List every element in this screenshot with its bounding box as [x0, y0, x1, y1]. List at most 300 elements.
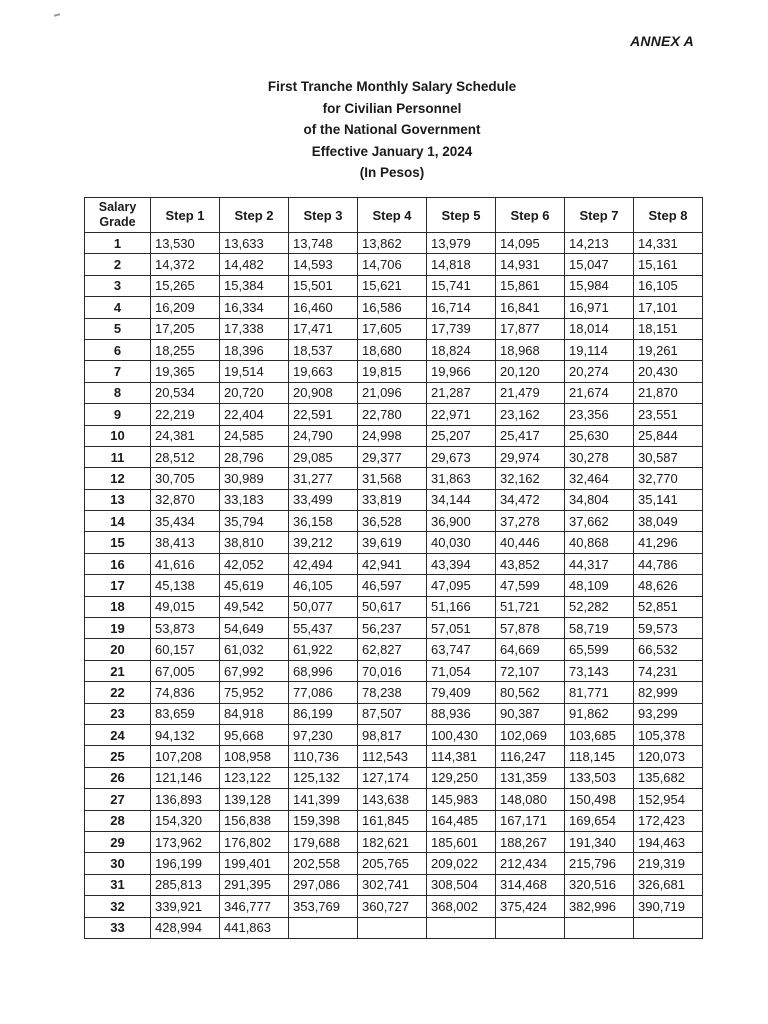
salary-cell-step-1: 19,365 [151, 361, 220, 382]
salary-cell-step-1: 45,138 [151, 575, 220, 596]
salary-cell-step-7: 73,143 [565, 660, 634, 681]
salary-cell-step-8: 21,870 [634, 382, 703, 403]
salary-cell-step-6: 23,162 [496, 404, 565, 425]
salary-cell-step-4: 18,680 [358, 339, 427, 360]
salary-cell-step-7: 14,213 [565, 233, 634, 254]
salary-cell-step-6: 167,171 [496, 810, 565, 831]
salary-cell-step-1: 67,005 [151, 660, 220, 681]
salary-cell-step-2: 42,052 [220, 553, 289, 574]
scan-speck [54, 13, 60, 16]
salary-cell-step-4: 56,237 [358, 618, 427, 639]
salary-cell-step-5: 79,409 [427, 682, 496, 703]
salary-cell-step-7: 20,274 [565, 361, 634, 382]
table-row [85, 810, 703, 831]
salary-cell-step-1: 38,413 [151, 532, 220, 553]
salary-cell-step-1: 24,381 [151, 425, 220, 446]
salary-cell-step-4: 302,741 [358, 874, 427, 895]
salary-cell-step-2: 24,585 [220, 425, 289, 446]
salary-cell-step-4: 31,568 [358, 468, 427, 489]
table-row [85, 318, 703, 339]
salary-cell-step-2: 14,482 [220, 254, 289, 275]
table-row [85, 233, 703, 254]
salary-cell-step-3: 15,501 [289, 275, 358, 296]
salary-cell-step-3: 141,399 [289, 789, 358, 810]
table-row [85, 831, 703, 852]
salary-cell-step-3: 77,086 [289, 682, 358, 703]
salary-grade-cell: 14 [85, 511, 151, 532]
salary-cell-step-2: 199,401 [220, 853, 289, 874]
table-row [85, 639, 703, 660]
salary-cell-step-8: 15,161 [634, 254, 703, 275]
salary-cell-step-5: 145,983 [427, 789, 496, 810]
salary-cell-step-6: 14,931 [496, 254, 565, 275]
salary-cell-step-5: 368,002 [427, 896, 496, 917]
step-1-header: Step 1 [151, 198, 220, 233]
salary-cell-step-1: 35,434 [151, 511, 220, 532]
salary-cell-step-7: 191,340 [565, 831, 634, 852]
table-row [85, 382, 703, 403]
salary-cell-step-6: 17,877 [496, 318, 565, 339]
salary-cell-step-4: 42,941 [358, 553, 427, 574]
step-6-header: Step 6 [496, 198, 565, 233]
salary-cell-step-1: 13,530 [151, 233, 220, 254]
salary-cell-step-6: 51,721 [496, 596, 565, 617]
salary-cell-step-4: 29,377 [358, 446, 427, 467]
table-row [85, 896, 703, 917]
salary-cell-step-2: 15,384 [220, 275, 289, 296]
salary-cell-step-3: 55,437 [289, 618, 358, 639]
salary-grade-cell: 15 [85, 532, 151, 553]
salary-cell-step-8: 41,296 [634, 532, 703, 553]
salary-cell-step-8: 194,463 [634, 831, 703, 852]
salary-cell-step-5: 185,601 [427, 831, 496, 852]
salary-cell-step-1: 49,015 [151, 596, 220, 617]
table-row [85, 767, 703, 788]
salary-cell-step-4: 70,016 [358, 660, 427, 681]
salary-cell-step-3: 39,212 [289, 532, 358, 553]
salary-grade-cell: 17 [85, 575, 151, 596]
salary-grade-cell: 18 [85, 596, 151, 617]
table-row [85, 682, 703, 703]
salary-cell-step-4: 13,862 [358, 233, 427, 254]
salary-cell-step-1: 32,870 [151, 489, 220, 510]
salary-cell-step-5: 114,381 [427, 746, 496, 767]
salary-cell-step-5: 129,250 [427, 767, 496, 788]
salary-cell-step-3: 29,085 [289, 446, 358, 467]
table-row [85, 596, 703, 617]
salary-cell-step-2: 28,796 [220, 446, 289, 467]
salary-cell-step-4: 46,597 [358, 575, 427, 596]
step-2-header: Step 2 [220, 198, 289, 233]
salary-grade-cell: 33 [85, 917, 151, 938]
salary-cell-step-2: 16,334 [220, 297, 289, 318]
salary-cell-step-8: 17,101 [634, 297, 703, 318]
salary-cell-step-6: 21,479 [496, 382, 565, 403]
salary-cell-step-5: 57,051 [427, 618, 496, 639]
salary-cell-step-6: 40,446 [496, 532, 565, 553]
table-row [85, 553, 703, 574]
salary-cell-step-1: 20,534 [151, 382, 220, 403]
salary-grade-cell: 28 [85, 810, 151, 831]
salary-cell-step-5: 15,741 [427, 275, 496, 296]
salary-cell-step-7: 81,771 [565, 682, 634, 703]
salary-cell-step-2: 176,802 [220, 831, 289, 852]
salary-cell-step-4: 14,706 [358, 254, 427, 275]
salary-cell-step-2: 19,514 [220, 361, 289, 382]
table-row [85, 468, 703, 489]
salary-cell-step-3: 17,471 [289, 318, 358, 339]
salary-cell-step-3: 13,748 [289, 233, 358, 254]
salary-grade-cell: 6 [85, 339, 151, 360]
salary-grade-header-line-2: Grade [99, 215, 136, 229]
salary-cell-step-5 [427, 917, 496, 938]
salary-cell-step-7: 118,145 [565, 746, 634, 767]
salary-cell-step-8: 120,073 [634, 746, 703, 767]
salary-cell-step-4: 182,621 [358, 831, 427, 852]
salary-cell-step-6: 212,434 [496, 853, 565, 874]
salary-cell-step-6: 32,162 [496, 468, 565, 489]
title-line-4: Effective January 1, 2024 [311, 143, 473, 159]
salary-cell-step-3: 97,230 [289, 724, 358, 745]
salary-cell-step-3: 20,908 [289, 382, 358, 403]
salary-cell-step-6: 43,852 [496, 553, 565, 574]
salary-cell-step-5: 47,095 [427, 575, 496, 596]
table-row [85, 446, 703, 467]
table-row [85, 361, 703, 382]
salary-cell-step-8: 30,587 [634, 446, 703, 467]
salary-cell-step-3: 16,460 [289, 297, 358, 318]
salary-cell-step-6: 314,468 [496, 874, 565, 895]
salary-cell-step-1: 60,157 [151, 639, 220, 660]
salary-cell-step-2: 346,777 [220, 896, 289, 917]
salary-table-body [85, 233, 703, 939]
salary-schedule-table-wrapper [84, 197, 703, 939]
salary-cell-step-5: 100,430 [427, 724, 496, 745]
salary-cell-step-6: 14,095 [496, 233, 565, 254]
salary-cell-step-8 [634, 917, 703, 938]
table-row [85, 789, 703, 810]
salary-cell-step-2: 441,863 [220, 917, 289, 938]
salary-cell-step-4: 15,621 [358, 275, 427, 296]
salary-cell-step-5: 31,863 [427, 468, 496, 489]
salary-cell-step-2: 22,404 [220, 404, 289, 425]
table-row [85, 532, 703, 553]
salary-grade-cell: 27 [85, 789, 151, 810]
salary-cell-step-1: 22,219 [151, 404, 220, 425]
salary-cell-step-8: 25,844 [634, 425, 703, 446]
salary-cell-step-5: 14,818 [427, 254, 496, 275]
salary-cell-step-6: 102,069 [496, 724, 565, 745]
salary-cell-step-3: 31,277 [289, 468, 358, 489]
salary-grade-cell: 30 [85, 853, 151, 874]
salary-cell-step-6: 131,359 [496, 767, 565, 788]
table-row [85, 425, 703, 446]
salary-cell-step-7: 25,630 [565, 425, 634, 446]
salary-cell-step-7: 32,464 [565, 468, 634, 489]
salary-cell-step-7: 48,109 [565, 575, 634, 596]
salary-cell-step-1: 121,146 [151, 767, 220, 788]
salary-cell-step-5: 63,747 [427, 639, 496, 660]
salary-cell-step-2: 38,810 [220, 532, 289, 553]
salary-cell-step-4: 33,819 [358, 489, 427, 510]
salary-cell-step-3: 46,105 [289, 575, 358, 596]
salary-cell-step-7: 15,984 [565, 275, 634, 296]
salary-cell-step-6: 34,472 [496, 489, 565, 510]
salary-cell-step-5: 29,673 [427, 446, 496, 467]
salary-cell-step-8: 35,141 [634, 489, 703, 510]
salary-cell-step-4: 98,817 [358, 724, 427, 745]
salary-cell-step-4: 127,174 [358, 767, 427, 788]
salary-cell-step-7: 382,996 [565, 896, 634, 917]
salary-cell-step-8: 74,231 [634, 660, 703, 681]
salary-cell-step-4: 62,827 [358, 639, 427, 660]
salary-cell-step-7: 34,804 [565, 489, 634, 510]
table-row [85, 575, 703, 596]
salary-cell-step-2: 95,668 [220, 724, 289, 745]
salary-cell-step-1: 16,209 [151, 297, 220, 318]
salary-cell-step-5: 308,504 [427, 874, 496, 895]
salary-cell-step-3: 36,158 [289, 511, 358, 532]
salary-cell-step-1: 28,512 [151, 446, 220, 467]
table-row [85, 404, 703, 425]
table-row [85, 746, 703, 767]
salary-cell-step-1: 17,205 [151, 318, 220, 339]
salary-cell-step-7: 37,662 [565, 511, 634, 532]
table-row [85, 275, 703, 296]
salary-cell-step-7: 19,114 [565, 339, 634, 360]
salary-cell-step-3: 18,537 [289, 339, 358, 360]
table-row [85, 618, 703, 639]
salary-cell-step-2: 13,633 [220, 233, 289, 254]
salary-cell-step-7: 23,356 [565, 404, 634, 425]
salary-cell-step-2: 108,958 [220, 746, 289, 767]
salary-grade-cell: 3 [85, 275, 151, 296]
salary-cell-step-5: 18,824 [427, 339, 496, 360]
salary-cell-step-7: 133,503 [565, 767, 634, 788]
salary-cell-step-8: 93,299 [634, 703, 703, 724]
salary-cell-step-4: 143,638 [358, 789, 427, 810]
table-row [85, 254, 703, 275]
salary-grade-cell: 12 [85, 468, 151, 489]
salary-cell-step-5: 40,030 [427, 532, 496, 553]
salary-cell-step-2: 61,032 [220, 639, 289, 660]
salary-cell-step-1: 107,208 [151, 746, 220, 767]
salary-cell-step-6: 57,878 [496, 618, 565, 639]
salary-cell-step-5: 164,485 [427, 810, 496, 831]
salary-cell-step-8: 19,261 [634, 339, 703, 360]
salary-cell-step-8: 172,423 [634, 810, 703, 831]
salary-cell-step-4: 78,238 [358, 682, 427, 703]
salary-grade-cell: 7 [85, 361, 151, 382]
salary-cell-step-3: 125,132 [289, 767, 358, 788]
salary-cell-step-6: 80,562 [496, 682, 565, 703]
salary-cell-step-8: 152,954 [634, 789, 703, 810]
salary-cell-step-5: 71,054 [427, 660, 496, 681]
salary-cell-step-3: 42,494 [289, 553, 358, 574]
table-row [85, 853, 703, 874]
salary-cell-step-8: 390,719 [634, 896, 703, 917]
salary-cell-step-1: 18,255 [151, 339, 220, 360]
salary-cell-step-2: 45,619 [220, 575, 289, 596]
salary-cell-step-1: 14,372 [151, 254, 220, 275]
salary-cell-step-5: 36,900 [427, 511, 496, 532]
salary-grade-cell: 8 [85, 382, 151, 403]
salary-grade-cell: 23 [85, 703, 151, 724]
title-line-2: for Civilian Personnel [322, 100, 462, 116]
salary-cell-step-8: 59,573 [634, 618, 703, 639]
salary-cell-step-3: 179,688 [289, 831, 358, 852]
salary-grade-cell: 1 [85, 233, 151, 254]
salary-cell-step-3: 110,736 [289, 746, 358, 767]
salary-cell-step-7: 150,498 [565, 789, 634, 810]
salary-cell-step-7: 58,719 [565, 618, 634, 639]
step-5-header: Step 5 [427, 198, 496, 233]
salary-cell-step-8: 23,551 [634, 404, 703, 425]
salary-cell-step-8: 66,532 [634, 639, 703, 660]
salary-grade-cell: 16 [85, 553, 151, 574]
salary-cell-step-3: 159,398 [289, 810, 358, 831]
salary-cell-step-3: 202,558 [289, 853, 358, 874]
salary-cell-step-7: 30,278 [565, 446, 634, 467]
salary-cell-step-2: 84,918 [220, 703, 289, 724]
salary-cell-step-5: 13,979 [427, 233, 496, 254]
salary-cell-step-2: 156,838 [220, 810, 289, 831]
salary-cell-step-6: 375,424 [496, 896, 565, 917]
salary-cell-step-6 [496, 917, 565, 938]
salary-cell-step-1: 136,893 [151, 789, 220, 810]
salary-cell-step-2: 123,122 [220, 767, 289, 788]
annex-label: ANNEX A [630, 33, 694, 49]
salary-cell-step-1: 339,921 [151, 896, 220, 917]
salary-cell-step-4: 24,998 [358, 425, 427, 446]
salary-grade-cell: 5 [85, 318, 151, 339]
salary-grade-cell: 10 [85, 425, 151, 446]
salary-cell-step-1: 94,132 [151, 724, 220, 745]
salary-cell-step-2: 291,395 [220, 874, 289, 895]
salary-cell-step-3: 86,199 [289, 703, 358, 724]
salary-cell-step-5: 22,971 [427, 404, 496, 425]
salary-cell-step-8: 135,682 [634, 767, 703, 788]
salary-cell-step-7: 52,282 [565, 596, 634, 617]
salary-cell-step-3: 24,790 [289, 425, 358, 446]
table-row [85, 489, 703, 510]
salary-cell-step-8: 105,378 [634, 724, 703, 745]
salary-cell-step-6: 72,107 [496, 660, 565, 681]
salary-cell-step-4: 161,845 [358, 810, 427, 831]
salary-cell-step-7: 320,516 [565, 874, 634, 895]
salary-cell-step-3: 50,077 [289, 596, 358, 617]
salary-grade-cell: 22 [85, 682, 151, 703]
salary-cell-step-7: 169,654 [565, 810, 634, 831]
salary-cell-step-1: 83,659 [151, 703, 220, 724]
salary-cell-step-6: 47,599 [496, 575, 565, 596]
title-line-1: First Tranche Monthly Salary Schedule [267, 79, 517, 94]
salary-cell-step-6: 64,669 [496, 639, 565, 660]
salary-cell-step-8: 326,681 [634, 874, 703, 895]
salary-cell-step-4: 21,096 [358, 382, 427, 403]
salary-cell-step-7: 65,599 [565, 639, 634, 660]
salary-grade-cell: 31 [85, 874, 151, 895]
salary-cell-step-6: 29,974 [496, 446, 565, 467]
salary-cell-step-7: 40,868 [565, 532, 634, 553]
salary-grade-cell: 21 [85, 660, 151, 681]
salary-cell-step-7: 103,685 [565, 724, 634, 745]
salary-cell-step-8: 52,851 [634, 596, 703, 617]
salary-cell-step-1: 285,813 [151, 874, 220, 895]
salary-cell-step-6: 20,120 [496, 361, 565, 382]
table-row [85, 724, 703, 745]
salary-grade-cell: 4 [85, 297, 151, 318]
salary-grade-cell: 26 [85, 767, 151, 788]
salary-cell-step-5: 43,394 [427, 553, 496, 574]
salary-cell-step-4: 36,528 [358, 511, 427, 532]
salary-cell-step-4: 19,815 [358, 361, 427, 382]
salary-cell-step-6: 148,080 [496, 789, 565, 810]
salary-cell-step-8: 14,331 [634, 233, 703, 254]
salary-cell-step-1: 74,836 [151, 682, 220, 703]
step-3-header: Step 3 [289, 198, 358, 233]
table-row [85, 917, 703, 938]
table-row [85, 297, 703, 318]
salary-cell-step-7: 44,317 [565, 553, 634, 574]
salary-cell-step-6: 188,267 [496, 831, 565, 852]
salary-cell-step-5: 21,287 [427, 382, 496, 403]
salary-cell-step-8: 16,105 [634, 275, 703, 296]
salary-cell-step-1: 41,616 [151, 553, 220, 574]
salary-cell-step-1: 15,265 [151, 275, 220, 296]
salary-cell-step-3 [289, 917, 358, 938]
document-title [0, 76, 768, 184]
salary-cell-step-4 [358, 917, 427, 938]
table-row [85, 660, 703, 681]
salary-cell-step-5: 34,144 [427, 489, 496, 510]
salary-grade-header [85, 198, 151, 233]
salary-cell-step-3: 33,499 [289, 489, 358, 510]
salary-cell-step-5: 16,714 [427, 297, 496, 318]
salary-cell-step-5: 25,207 [427, 425, 496, 446]
salary-cell-step-6: 16,841 [496, 297, 565, 318]
salary-cell-step-8: 32,770 [634, 468, 703, 489]
salary-cell-step-4: 112,543 [358, 746, 427, 767]
salary-cell-step-3: 68,996 [289, 660, 358, 681]
salary-cell-step-2: 139,128 [220, 789, 289, 810]
salary-cell-step-1: 53,873 [151, 618, 220, 639]
salary-cell-step-2: 49,542 [220, 596, 289, 617]
salary-cell-step-6: 25,417 [496, 425, 565, 446]
salary-cell-step-4: 17,605 [358, 318, 427, 339]
salary-cell-step-6: 116,247 [496, 746, 565, 767]
salary-cell-step-7 [565, 917, 634, 938]
title-line-5: (In Pesos) [359, 165, 425, 180]
salary-cell-step-7: 215,796 [565, 853, 634, 874]
salary-grade-cell: 9 [85, 404, 151, 425]
salary-grade-cell: 29 [85, 831, 151, 852]
salary-cell-step-1: 30,705 [151, 468, 220, 489]
salary-cell-step-6: 90,387 [496, 703, 565, 724]
salary-cell-step-5: 19,966 [427, 361, 496, 382]
salary-cell-step-4: 50,617 [358, 596, 427, 617]
salary-cell-step-3: 22,591 [289, 404, 358, 425]
salary-cell-step-2: 30,989 [220, 468, 289, 489]
salary-cell-step-7: 91,862 [565, 703, 634, 724]
step-4-header: Step 4 [358, 198, 427, 233]
table-row [85, 703, 703, 724]
salary-cell-step-6: 15,861 [496, 275, 565, 296]
table-header-row [85, 198, 703, 233]
salary-cell-step-7: 21,674 [565, 382, 634, 403]
salary-cell-step-7: 18,014 [565, 318, 634, 339]
salary-cell-step-2: 17,338 [220, 318, 289, 339]
